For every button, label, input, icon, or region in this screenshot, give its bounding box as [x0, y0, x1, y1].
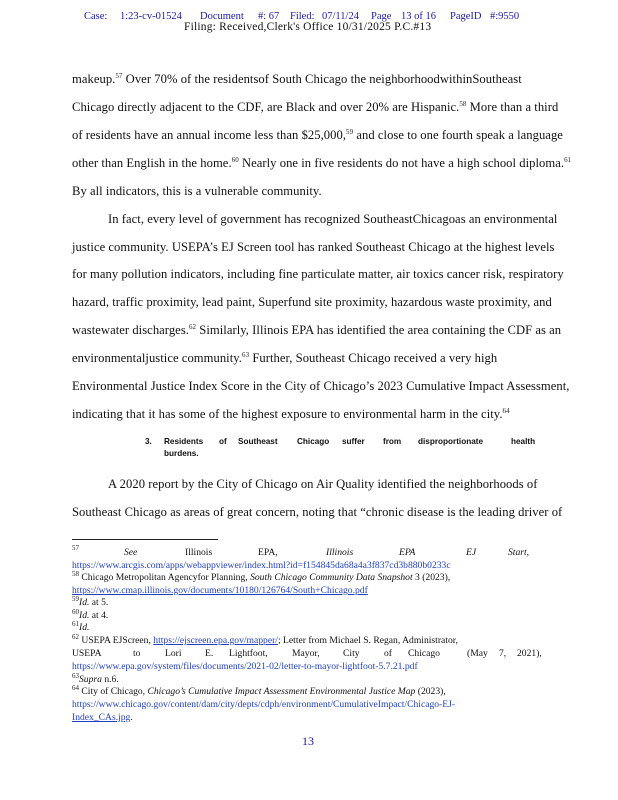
body-line: makeup.$^{57}$ Over 70% of the residentsof South Chicago the neighborhoodwithinSoutheast: [72, 71, 522, 86]
footnote-58: $^{58}$ Chicago Metropolitan Agencyfor Planning, South Chicago Community Data Snapshot 3 (2023),: [72, 569, 451, 583]
section-heading-word: from: [383, 437, 402, 446]
body-line: hazard, traffic proximity, lead paint, Superfund site proximity, hazardous waste proximity, and: [72, 295, 552, 309]
footnote-59: $^{59}$Id. at 5.: [72, 594, 109, 608]
footnote-ref: 58: [459, 99, 467, 108]
footnote-divider: [72, 539, 218, 540]
footnote-word: USEPA: [72, 648, 102, 659]
pageid-label: PageID: [450, 11, 482, 22]
filed-label: Filed:: [290, 11, 315, 22]
body-line: environmentaljustice community.$^{63}$ Further, Southeast Chicago received a very high: [72, 350, 498, 365]
section-heading-word: Southeast: [238, 437, 278, 446]
footnote-word: Start,: [508, 547, 530, 558]
footnote-word: of: [384, 648, 392, 659]
page-label: Page: [371, 11, 392, 22]
footnote-word: EPA,: [258, 547, 278, 558]
body-line: By all indicators, this is a vulnerable community.: [72, 184, 322, 198]
footnote-64: $^{64}$ City of Chicago, Chicago’s Cumulative Impact Assessment Environmental Justice Map (2023),: [72, 683, 446, 697]
footnote-word: Illinois: [326, 547, 354, 558]
page-number: 13: [302, 734, 314, 748]
case-number: 1:23-cv-01524: [120, 11, 182, 22]
section-heading-word: Residents: [164, 437, 204, 446]
section-heading-word: suffer: [342, 437, 365, 446]
footnote-ref: 62: [188, 322, 197, 331]
footnote-url[interactable]: https://www.chicago.gov/content/dam/city/depts/cdph/environment/CumulativeImpact/Chicago-EJ-: [72, 699, 456, 710]
footnote-61: $^{61}$Id.: [72, 619, 90, 633]
footnote-ref: 60: [231, 155, 239, 164]
footnote-ref: 59: [346, 127, 354, 136]
footnote-62: $^{62}$ USEPA EJScreen, https://ejscreen.epa.gov/mapper/; Letter from Michael S. Regan, Administrator,: [72, 632, 458, 646]
body-line: of residents have an annual income less than $25,000,59 and close to one fourth speak a language: [72, 127, 563, 142]
page-of: 13 of 16: [401, 11, 436, 22]
body-line: for many pollution indicators, including fine particulate matter, air toxics cancer risk, respiratory: [72, 267, 564, 281]
section-heading-word: health: [511, 437, 536, 446]
footnote-word: EJ: [466, 547, 477, 558]
section-heading-word: disproportionate: [418, 437, 484, 446]
footnote-word: (May: [467, 648, 488, 659]
footnote-url[interactable]: https://www.epa.gov/system/files/documents/2021-02/letter-to-mayor-lightfoot-5.7.21.pdf: [72, 661, 418, 672]
section-heading-number: 3.: [145, 437, 152, 446]
footnote-ref: 63: [242, 350, 250, 359]
footnote-word: Illinois: [185, 547, 213, 558]
section-heading-word: Chicago: [297, 437, 330, 446]
footnote-word: See: [124, 547, 138, 558]
footnote-word: EPA: [399, 547, 416, 558]
footnote-word: Chicago: [408, 648, 440, 659]
footnote-number: 57: [72, 543, 79, 552]
body-line: justice community. USEPA’s EJ Screen tool has ranked Southeast Chicago at the highest levels: [72, 240, 555, 254]
footnote-63: $^{63}$Supra n.6.: [72, 671, 119, 685]
footnote-word: E.: [205, 648, 214, 659]
footnote-ref: 57: [115, 71, 123, 80]
body-line: Chicago directly adjacent to the CDF, are Black and over 20% are Hispanic.$^{58}$ More than a third: [72, 99, 559, 114]
footnote-word: 7,: [499, 648, 507, 659]
section-heading-word: burdens.: [164, 449, 199, 458]
footnote-word: Mayor,: [292, 648, 320, 659]
footnote-url-continued[interactable]: Index_CAs.jpg.: [72, 712, 133, 723]
body-line: wastewater discharges.$^{62}$ Similarly, Illinois EPA has identified the area containing the CDF as an: [72, 322, 562, 337]
footnote-60: $^{60}$Id. at 4.: [72, 607, 109, 621]
body-line: In fact, every level of government has recognized SoutheastChicagoas an environmental: [108, 212, 558, 226]
document-number: #: 67: [258, 11, 280, 22]
footnote-word: City: [343, 648, 360, 659]
case-label: Case:: [84, 11, 108, 22]
body-line: A 2020 report by the City of Chicago on Air Quality identified the neighborhoods of: [108, 477, 538, 491]
footnote-word: 2021),: [517, 648, 542, 659]
pageid-number: #:9550: [490, 11, 520, 22]
footnote-word: Lori: [165, 648, 182, 659]
section-heading-word: of: [219, 437, 227, 446]
footnote-link[interactable]: https://www.cmap.illinois.gov/documents/10180/126764/South+Chicago.pdf: [72, 585, 368, 596]
footnote-ref: 61: [564, 155, 572, 164]
document-label: Document: [200, 11, 244, 22]
body-line: Southeast Chicago as areas of great concern, noting that “chronic disease is the leading driver of: [72, 505, 563, 519]
filed-date: 07/11/24: [322, 11, 359, 22]
body-line: indicating that it has some of the highest exposure to environmental harm in the city.$^{64}$: [72, 406, 510, 421]
body-line: other than English in the home.$^{60}$ Nearly one in five residents do not have a high school diploma.$^{61}$: [72, 155, 572, 170]
footnote-word: to: [133, 648, 141, 659]
footnote-word: Lightfoot,: [229, 648, 268, 659]
footnote-url[interactable]: https://www.arcgis.com/apps/webappviewer/index.html?id=f154845da68a4a3f837cd3b880b0233c: [72, 560, 451, 571]
footnote-ref: 64: [502, 406, 510, 415]
filing-stamp: Filing: Received,Clerk's Office 10/31/2025 P.C.#13: [184, 21, 432, 33]
footnote-link[interactable]: https://ejscreen.epa.gov/mapper/: [153, 635, 278, 646]
body-line: Environmental Justice Index Score in the City of Chicago’s 2023 Cumulative Impact Assessment,: [72, 379, 570, 393]
